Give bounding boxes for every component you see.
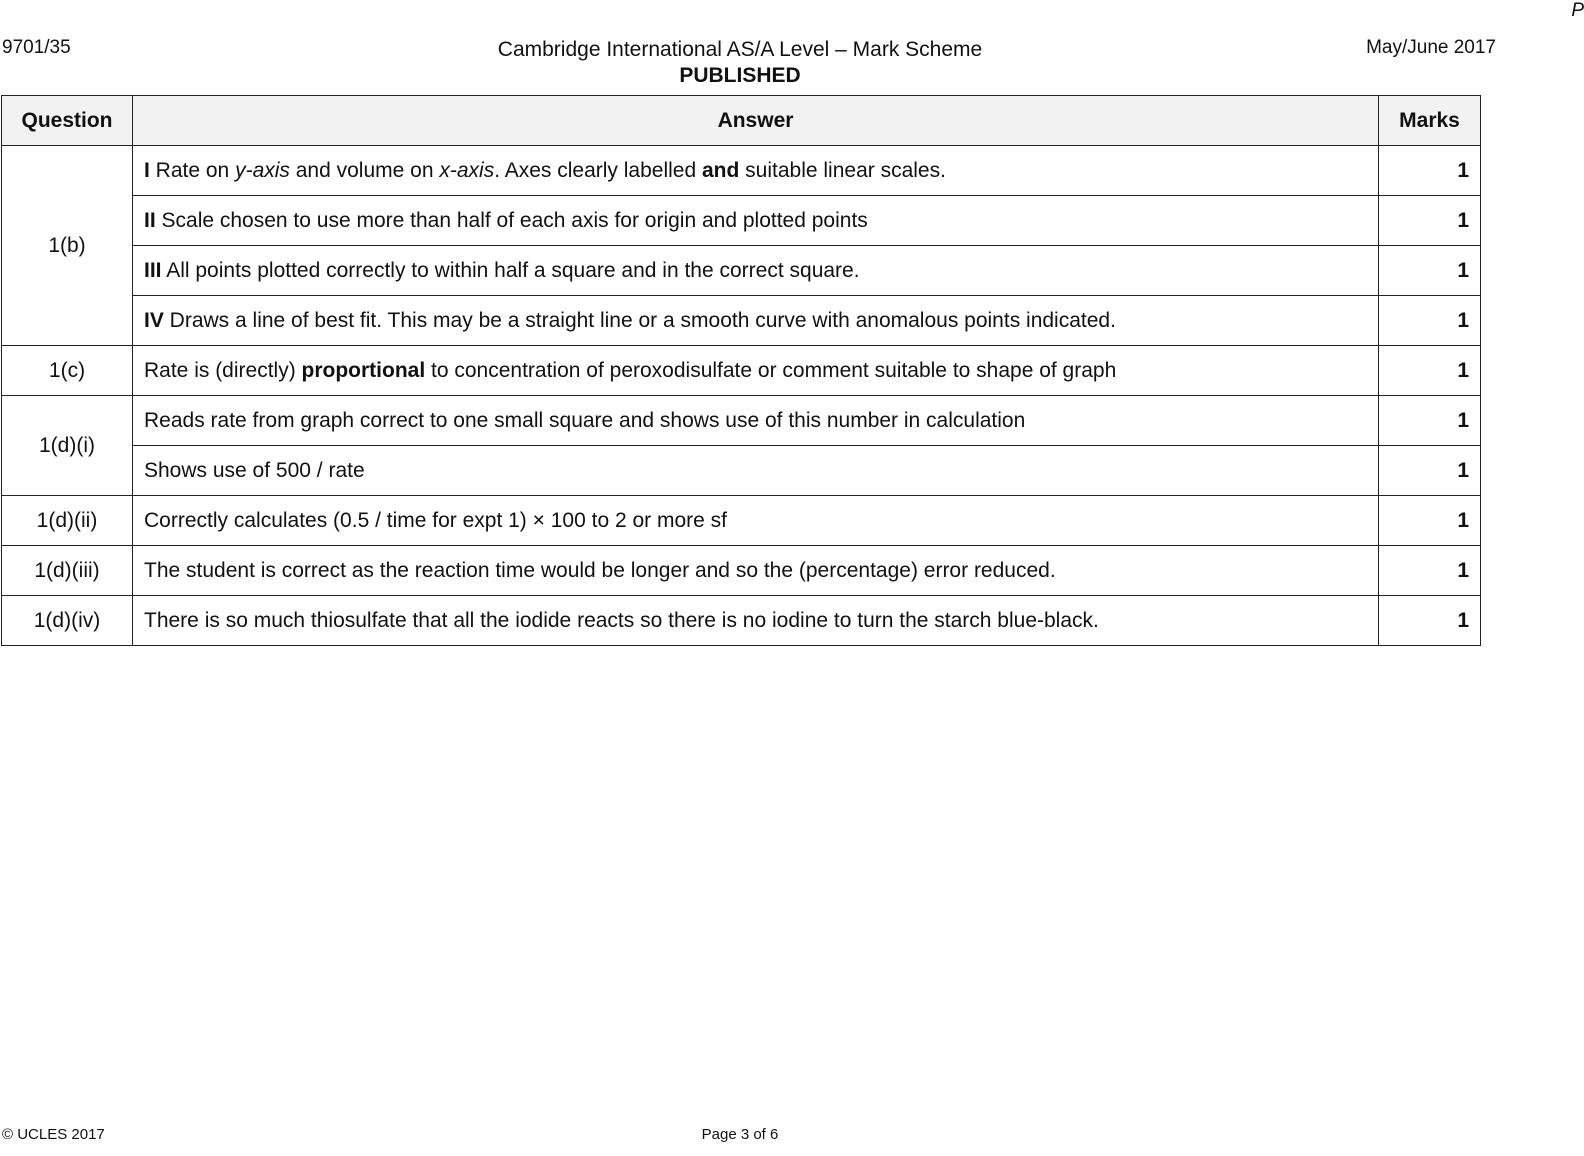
answer-text: x-axis xyxy=(439,158,495,182)
answer-emphasis: proportional xyxy=(301,358,426,382)
answer-text: Rate is (directly) xyxy=(144,358,302,382)
header-answer: Answer xyxy=(133,96,1379,146)
answer-text: suitable linear scales. xyxy=(739,158,946,182)
copyright-notice: © UCLES 2017 xyxy=(2,1126,105,1143)
answer-cell: Reads rate from graph correct to one small square and shows use of this number in calculation xyxy=(133,396,1379,446)
document-heading xyxy=(440,37,1040,89)
criterion-label: II xyxy=(144,208,156,232)
answer-cell: The student is correct as the reaction time would be longer and so the (percentage) error reduced. xyxy=(133,546,1379,596)
answer-text: to concentration of peroxodisulfate or comment suitable to shape of graph xyxy=(425,358,1117,382)
marks-cell: 1 xyxy=(1379,196,1481,246)
question-cell: 1(d)(iii) xyxy=(2,546,133,596)
question-cell: 1(b) xyxy=(2,146,133,346)
exam-session: May/June 2017 xyxy=(1366,37,1496,58)
answer-cell: Correctly calculates (0.5 / time for expt 1) × 100 to 2 or more sf xyxy=(133,496,1379,546)
marks-cell: 1 xyxy=(1379,396,1481,446)
question-cell: 1(d)(iv) xyxy=(2,596,133,646)
paper-code: 9701/35 xyxy=(2,37,71,58)
answer-text: . Axes clearly labelled xyxy=(494,158,702,182)
page-number: Page 3 of 6 xyxy=(701,1126,779,1143)
answer-emphasis: and xyxy=(701,158,740,182)
answer-cell xyxy=(133,146,1379,196)
marks-cell: 1 xyxy=(1379,296,1481,346)
criterion-label: IV xyxy=(144,308,164,332)
table-row xyxy=(2,396,1481,446)
marks-cell: 1 xyxy=(1379,496,1481,546)
published-label: PUBLISHED xyxy=(679,64,801,87)
answer-cell: Shows use of 500 / rate xyxy=(133,446,1379,496)
answer-cell xyxy=(133,196,1379,246)
header-question: Question xyxy=(2,96,133,146)
question-cell: 1(d)(ii) xyxy=(2,496,133,546)
mark-scheme-table xyxy=(1,95,1481,646)
question-cell: 1(d)(i) xyxy=(2,396,133,496)
marks-cell: 1 xyxy=(1379,596,1481,646)
answer-text: y-axis xyxy=(235,158,290,182)
marks-cell: 1 xyxy=(1379,246,1481,296)
table-row xyxy=(2,346,1481,396)
table-row xyxy=(2,596,1481,646)
criterion-label: I xyxy=(144,158,150,182)
answer-text: Draws a line of best fit. This may be a straight line or a smooth curve with anomalous points indicated. xyxy=(163,308,1116,332)
corner-mark: P xyxy=(1571,0,1584,21)
table-row xyxy=(2,496,1481,546)
answer-text: Rate on xyxy=(149,158,236,182)
answer-text: and volume on xyxy=(289,158,440,182)
answer-cell xyxy=(133,246,1379,296)
marks-cell: 1 xyxy=(1379,546,1481,596)
marks-cell: 1 xyxy=(1379,446,1481,496)
answer-text: Scale chosen to use more than half of each axis for origin and plotted points xyxy=(155,208,868,232)
question-cell: 1(c) xyxy=(2,346,133,396)
marks-cell: 1 xyxy=(1379,346,1481,396)
answer-cell: There is so much thiosulfate that all the iodide reacts so there is no iodine to turn the starch blue-black. xyxy=(133,596,1379,646)
table-header-row xyxy=(2,96,1481,146)
table-row xyxy=(2,546,1481,596)
table-row xyxy=(2,296,1481,346)
header-marks: Marks xyxy=(1379,96,1481,146)
answer-text: All points plotted correctly to within half a square and in the correct square. xyxy=(161,258,860,282)
table-row xyxy=(2,146,1481,196)
table-row xyxy=(2,196,1481,246)
answer-cell xyxy=(133,346,1379,396)
marks-cell: 1 xyxy=(1379,146,1481,196)
document-title: Cambridge International AS/A Level – Mark Scheme xyxy=(497,38,983,61)
table-row xyxy=(2,446,1481,496)
table-row xyxy=(2,246,1481,296)
criterion-label: III xyxy=(144,258,162,282)
answer-cell xyxy=(133,296,1379,346)
